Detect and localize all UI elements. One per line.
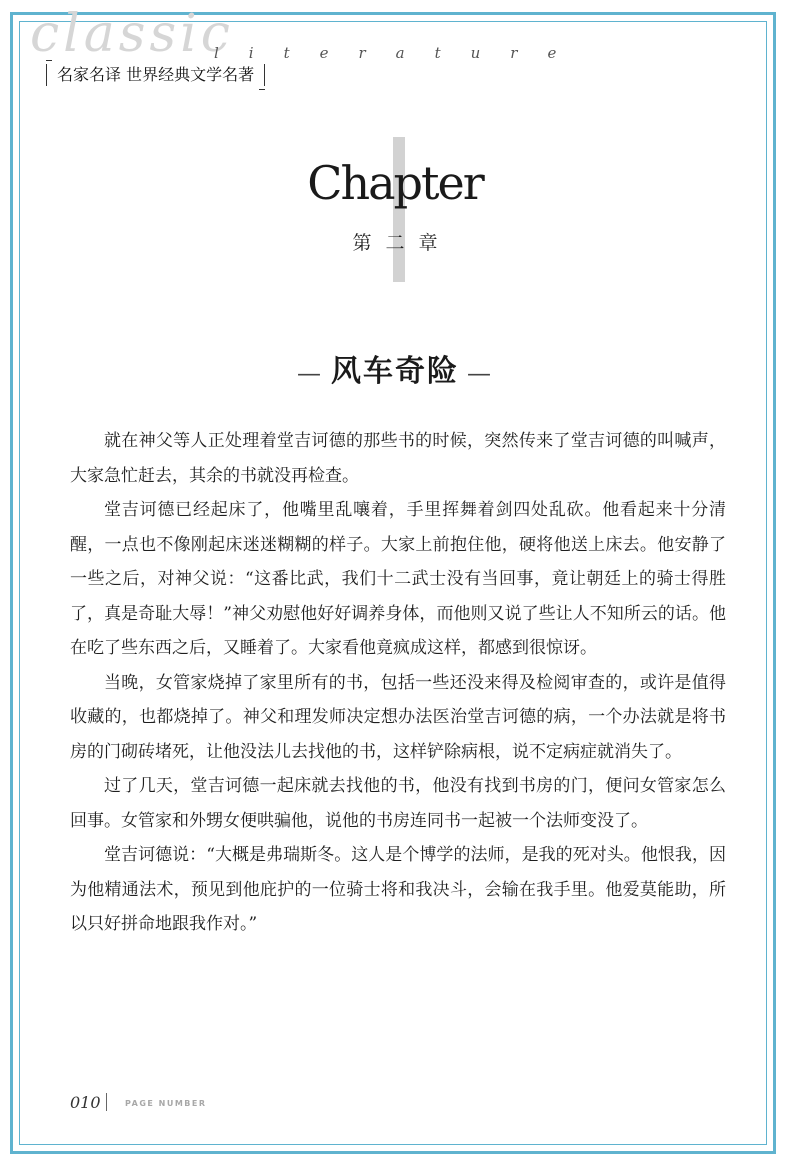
body-text xyxy=(70,424,726,942)
page-number: 010 xyxy=(70,1093,101,1112)
footer-divider xyxy=(106,1093,107,1111)
series-label: 名家名译 世界经典文学名著 xyxy=(46,64,265,86)
paragraph: 当晚，女管家烧掉了家里所有的书，包括一些还没来得及检阅审查的，或许是值得收藏的，也都烧掉了。神父和理发师决定想办法医治堂吉诃德的病，一个办法就是将书房的门砌砖堵死，让他没法儿去找他的书，这样铲除病根，说不定病症就消失了。 xyxy=(70,672,726,762)
chapter-heading: Chapter xyxy=(307,156,483,210)
page-number-label: PAGE NUMBER xyxy=(125,1099,207,1108)
chapter-title xyxy=(0,346,790,390)
paragraph: 堂吉诃德已经起床了，他嘴里乱嚷着，手里挥舞着剑四处乱砍。他看起来十分清醒，一点也不像刚起床迷迷糊糊的样子。大家上前抱住他，硬将他送上床去。他安静了一些之后，对神父说：“这番比武，我们十二武士没有当回事，竟让朝廷上的骑士得胜了，真是奇耻大辱！”神父劝慰他好好调养身体，而他则又说了些让人不知所云的话。他在吃了些东西之后，又睡着了。大家看他竟疯成这样，都感到很惊讶。 xyxy=(70,500,726,658)
title-dash-right: — xyxy=(467,359,493,387)
paragraph: 堂吉诃德说：“大概是弗瑞斯冬。这人是个博学的法师，是我的死对头。他恨我，因为他精通法术，预见到他庇护的一位骑士将和我决斗，会输在我手里。他爱莫能助，所以只好拼命地跟我作对。” xyxy=(70,845,726,934)
title-dash-left: — xyxy=(297,359,323,387)
paragraph: 就在神父等人正处理着堂吉诃德的那些书的时候，突然传来了堂吉诃德的叫喊声，大家急忙赶去，其余的书就没再检查。 xyxy=(70,431,726,486)
classic-watermark: classic xyxy=(30,4,234,64)
paragraph: 过了几天，堂吉诃德一起床就去找他的书，他没有找到书房的门，便问女管家怎么回事。女管家和外甥女便哄骗他，说他的书房连同书一起被一个法师变没了。 xyxy=(70,776,726,831)
chapter-title-text: 风车奇险 xyxy=(331,354,459,389)
chapter-number: 第二章 xyxy=(352,232,452,254)
literature-watermark: literature xyxy=(214,44,587,62)
